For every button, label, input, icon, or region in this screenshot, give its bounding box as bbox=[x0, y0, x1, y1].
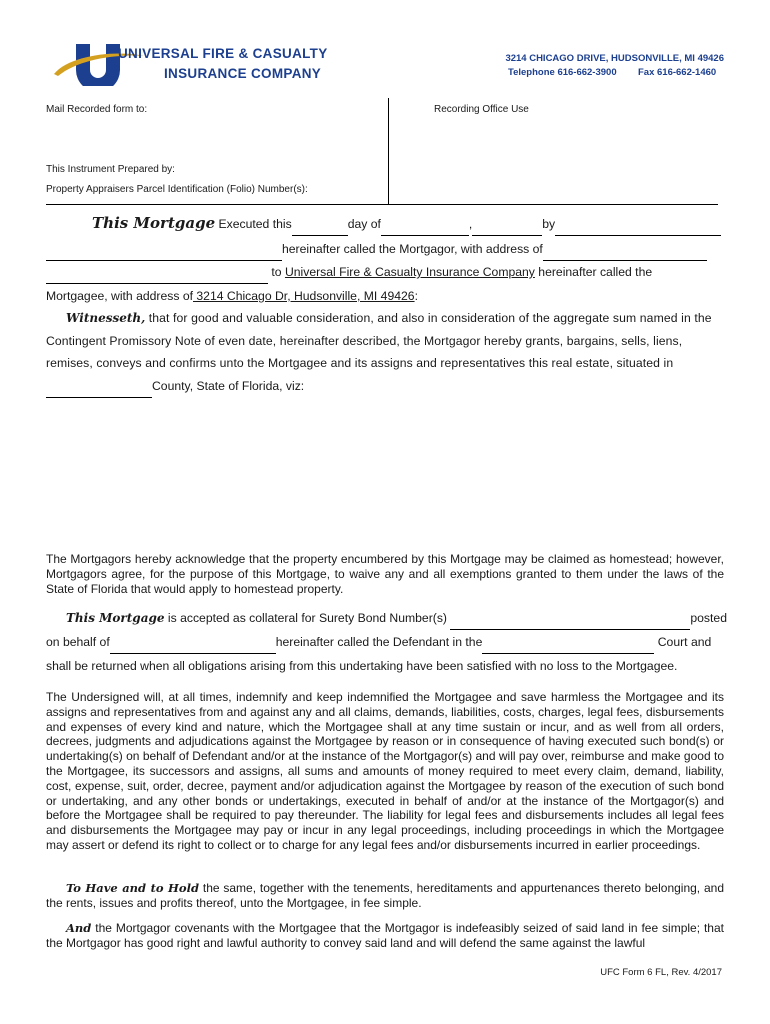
collateral-line1 bbox=[66, 607, 726, 630]
witnesseth-line2: Contingent Promissory Note of even date, hereinafter described, the Mortgagor hereby grants, bargains, sells, liens, bbox=[46, 334, 683, 348]
posted-label: posted bbox=[690, 611, 727, 625]
collateral-title: This Mortgage bbox=[66, 611, 165, 625]
on-behalf-field[interactable] bbox=[110, 640, 276, 654]
mortgagee-address: 3214 Chicago Dr, Hudsonville, MI 49426 bbox=[193, 289, 415, 303]
mortgagor-address-field[interactable] bbox=[543, 247, 707, 261]
year-field[interactable] bbox=[472, 222, 542, 236]
to-have-title: To Have and to Hold bbox=[66, 881, 200, 895]
mortgage-line1 bbox=[92, 212, 722, 236]
collateral-text1: is accepted as collateral for Surety Bond Number(s) bbox=[167, 611, 447, 625]
company-fax: Fax 616-662-1460 bbox=[638, 67, 717, 78]
mortgagor-label: hereinafter called the Mortgagor, with address of bbox=[282, 242, 543, 256]
covenants-paragraph bbox=[46, 921, 724, 951]
company-address: 3214 CHICAGO DRIVE, HUDSONVILLE, MI 49426 bbox=[505, 53, 724, 64]
day-field[interactable] bbox=[292, 222, 348, 236]
court-field[interactable] bbox=[482, 640, 654, 654]
collateral-line2 bbox=[46, 631, 724, 654]
to-have-paragraph bbox=[46, 881, 724, 911]
county-field[interactable] bbox=[46, 384, 152, 398]
on-behalf-label: on behalf of bbox=[46, 635, 110, 649]
county-label: County, State of Florida, viz: bbox=[152, 379, 305, 393]
colon: : bbox=[414, 289, 418, 303]
county-line bbox=[46, 375, 304, 398]
mortgagor-address-field-2[interactable] bbox=[46, 270, 268, 284]
mortgagee-company: Universal Fire & Casualty Insurance Company bbox=[284, 265, 535, 279]
executed-this-label: Executed this bbox=[218, 217, 292, 231]
bond-number-field[interactable] bbox=[450, 616, 690, 630]
hereinafter-the-label: hereinafter called the bbox=[538, 265, 653, 279]
by-label: by bbox=[542, 217, 556, 231]
by-field[interactable] bbox=[555, 222, 721, 236]
homestead-paragraph: The Mortgagors hereby acknowledge that the property encumbered by this Mortgage may be claimed as homestead; however, Mortgagors agree, for the purpose of this Mortgage, to waive any and all exemptions granted to them under the laws of the State of Florida that would apply to homestead property. bbox=[46, 552, 724, 596]
witnesseth-line1 bbox=[66, 307, 712, 330]
to-label: to bbox=[271, 265, 282, 279]
witnesseth-text1: that for good and valuable consideration, and also in consideration of the aggregate sum named in the bbox=[148, 311, 712, 325]
prepared-by-label: This Instrument Prepared by: bbox=[46, 164, 175, 175]
covenants-text: the Mortgagor covenants with the Mortgagee that the Mortgagor is indefeasibly seized of said land in fee simple; that the Mortgagor has good right and lawful authority to convey said land and will defend the same against the lawful bbox=[46, 921, 724, 950]
to-have-text: the same, together with the tenements, hereditaments and appurtenances thereto belonging, and the rents, issues and profits thereof, unto the Mortgagee, in fee simple. bbox=[46, 881, 724, 910]
mortgage-line3 bbox=[46, 261, 652, 284]
recording-office-label: Recording Office Use bbox=[434, 104, 529, 115]
mortgagor-name-field[interactable] bbox=[46, 247, 282, 261]
company-name-line1: UNIVERSAL FIRE & CASUALTY bbox=[118, 46, 328, 61]
covenants-title: And bbox=[66, 921, 92, 935]
comma: , bbox=[468, 217, 473, 231]
mortgage-line4 bbox=[46, 285, 418, 308]
month-field[interactable] bbox=[381, 222, 469, 236]
mortgage-line2 bbox=[46, 238, 707, 261]
indemnify-paragraph: The Undersigned will, at all times, indemnify and keep indemnified the Mortgagee and save harmless the Mortgagee and its assigns and representatives from and against any and all claims, demands, liabilities, costs, charges, legal fees, disbursements and expenses of every kind and nature, which the Mortgagee shall at any time sustain or incur, and as well from all orders, decrees, judgments and adjudications against the Mortgagee by reason or in consequence of having executed such bond(s) or undertaking(s) on behalf of Defendant and/or at the instance of the Mortgagor(s) and will pay over, reimburse and make good to the Mortgagee, its successors and assigns, all sums and amounts of money required to meet every claim, demand, liability, cost, expense, suit, order, decree, payment and/or adjudication against the Mortgagee by reason of the execution of such bond or undertaking, and any other bonds or undertakings, executed in behalf of and/or at the instance of the Mortgagor(s) and before the Mortgagee shall be required to pay thereunder. The liability for legal fees and disbursements includes all legal fees and disbursements the Mortgagee may pay or incur in any legal proceedings, including proceedings in which the Mortgagee may assert or defend its right to collect or to charge for any legal fees and/or disbursements incurred in earlier proceedings. bbox=[46, 690, 724, 852]
company-telephone: Telephone 616-662-3900 bbox=[508, 67, 617, 78]
mortgagee-address-label: Mortgagee, with address of bbox=[46, 289, 194, 303]
witnesseth-title: Witnesseth, bbox=[66, 311, 146, 325]
mortgage-title: This Mortgage bbox=[92, 214, 216, 232]
collateral-line3: shall be returned when all obligations arising from this undertaking have been satisfied with no loss to the Mortgagee. bbox=[46, 659, 678, 673]
day-of-label: day of bbox=[347, 217, 381, 231]
witnesseth-line3: remises, conveys and confirms unto the Mortgagee and its assigns and representatives this real estate, situated in bbox=[46, 356, 674, 370]
recording-bottom-rule bbox=[46, 204, 718, 205]
company-name-line2: INSURANCE COMPANY bbox=[164, 66, 322, 81]
recording-divider bbox=[388, 98, 389, 204]
defendant-label: hereinafter called the Defendant in the bbox=[275, 635, 483, 649]
form-footer: UFC Form 6 FL, Rev. 4/2017 bbox=[600, 967, 722, 978]
mail-recorded-label: Mail Recorded form to: bbox=[46, 104, 148, 115]
parcel-id-label: Property Appraisers Parcel Identification (Folio) Number(s): bbox=[46, 184, 308, 195]
court-label: Court and bbox=[657, 635, 712, 649]
